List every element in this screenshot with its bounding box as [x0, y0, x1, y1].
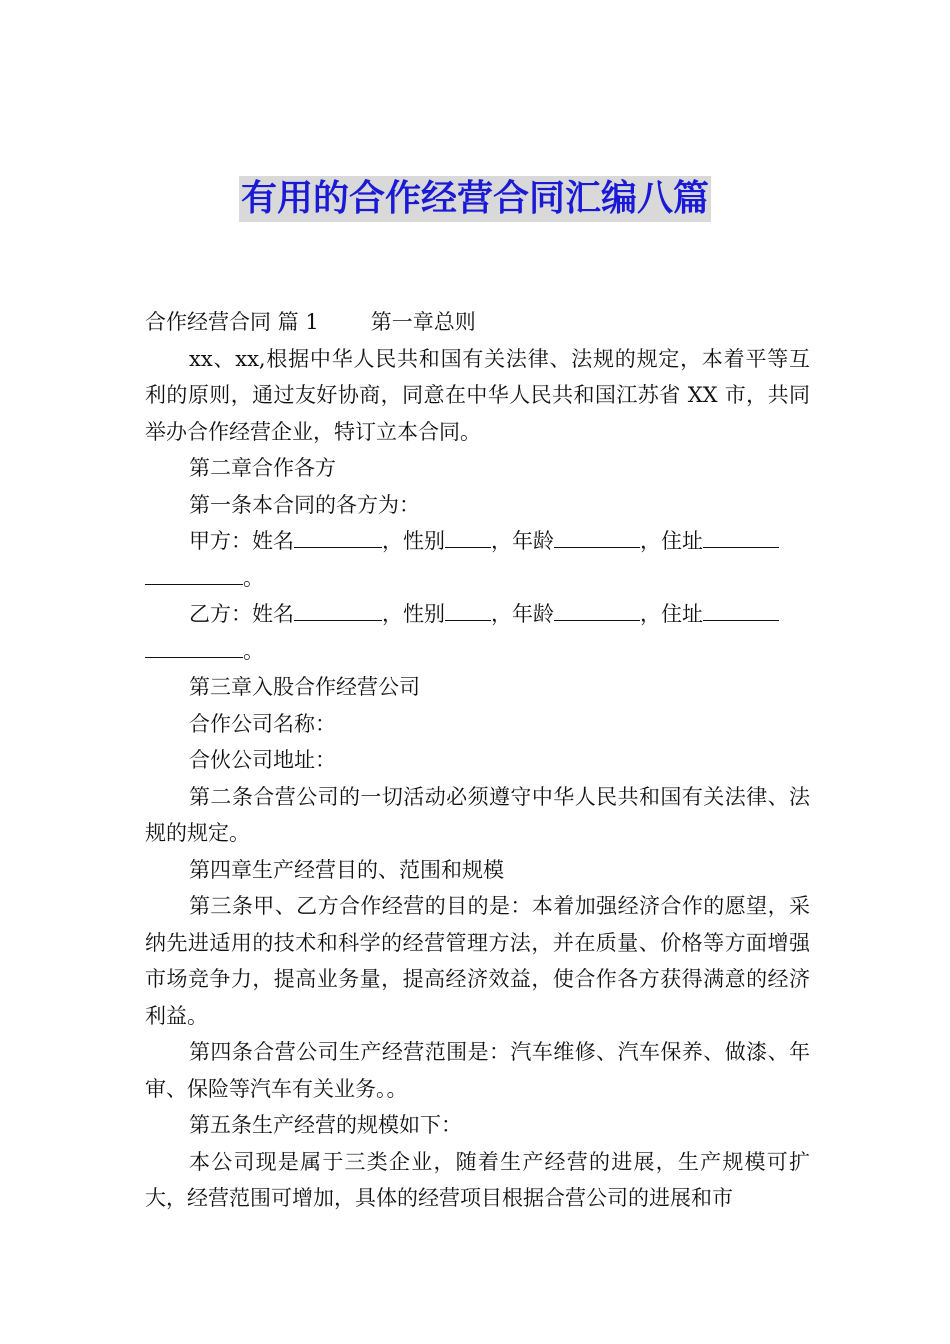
- contract-label: 合作经营合同 篇 1: [145, 310, 319, 334]
- paragraph-intro: xx、xx,根据中华人民共和国有关法律、法规的规定，本着平等互利的原则，通过友好协商，同意在中华人民共和国江苏省 XX 市，共同举办合作经营企业，特订立本合同。: [145, 346, 810, 444]
- company-address-line: 合伙公司地址：: [189, 748, 336, 772]
- party-a-sex-label: ，性别: [382, 529, 445, 553]
- party-b-age-blank[interactable]: [554, 598, 640, 621]
- party-b-line: [145, 596, 810, 669]
- article-3: 第三条甲、乙方合作经营的目的是：本着加强经济合作的愿望，采纳先进适用的技术和科学的经营管理方法，并在质量、价格等方面增强市场竞争力，提高业务量，提高经济效益，使合作各方获得满意的经济利益。: [145, 894, 810, 1028]
- chapter-3-title: 第三章入股合作经营公司: [189, 675, 420, 699]
- party-a-name-blank[interactable]: [294, 525, 382, 548]
- party-a-age-label: ，年龄: [491, 529, 554, 553]
- paragraph-scale: 本公司现是属于三类企业，随着生产经营的进展，生产规模可扩大，经营范围可增加，具体的经营项目根据合营公司的进展和市: [145, 1149, 810, 1210]
- chapter-4-title: 第四章生产经营目的、范围和规模: [189, 857, 504, 882]
- chapter-2-title: 第二章合作各方: [189, 456, 336, 480]
- party-b-name-blank[interactable]: [294, 598, 382, 621]
- party-a-addr-blank[interactable]: [703, 525, 779, 548]
- chapter-1-title: 第一章总则: [370, 310, 476, 334]
- party-b-addr-blank-cont[interactable]: [145, 635, 243, 658]
- party-b-addr-label: ，住址: [640, 602, 703, 626]
- party-b-sex-label: ，性别: [382, 602, 445, 626]
- company-name-line: 合作公司名称：: [189, 711, 336, 736]
- party-b-sex-blank[interactable]: [445, 598, 491, 621]
- document-title: 有用的合作经营合同汇编八篇: [239, 176, 711, 222]
- document-body: [145, 304, 810, 1217]
- party-a-end-mark: 。: [243, 565, 264, 590]
- party-b-age-label: ，年龄: [491, 602, 554, 626]
- party-a-line: [145, 523, 810, 596]
- party-b-name-label: 乙方：姓名: [189, 602, 294, 626]
- party-b-end-mark: 。: [243, 638, 264, 663]
- article-4: 第四条合营公司生产经营范围是：汽车维修、汽车保养、做漆、年审、保险等汽车有关业务。。: [145, 1040, 810, 1101]
- party-a-addr-label: ，住址: [640, 529, 703, 553]
- party-b-addr-blank[interactable]: [703, 598, 779, 621]
- article-1: 第一条本合同的各方为：: [189, 492, 420, 517]
- party-a-sex-blank[interactable]: [445, 525, 491, 548]
- party-a-age-blank[interactable]: [554, 525, 640, 548]
- party-a-addr-blank-cont[interactable]: [145, 562, 243, 585]
- article-2: 第二条合营公司的一切活动必须遵守中华人民共和国有关法律、法规的规定。: [145, 784, 810, 845]
- article-5: 第五条生产经营的规模如下：: [189, 1113, 462, 1137]
- title-wrap: [0, 176, 950, 222]
- party-a-name-label: 甲方：姓名: [189, 529, 294, 553]
- contract-heading: [145, 304, 810, 341]
